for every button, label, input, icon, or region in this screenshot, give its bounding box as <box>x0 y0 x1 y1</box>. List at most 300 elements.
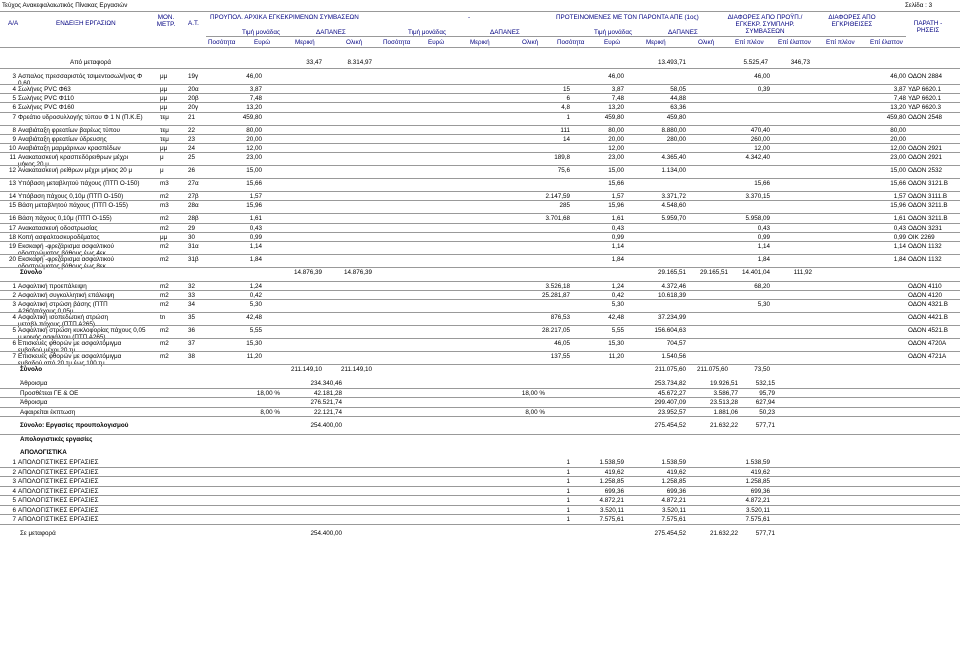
carry-g3-total: 5.525,47 <box>743 59 768 66</box>
row-g1-price: 12,00 <box>246 145 262 152</box>
row-rule <box>0 281 960 282</box>
row-g4-more: 0,43 <box>757 224 770 232</box>
row-number: 12 <box>8 167 16 175</box>
row-g5-more: 13,20 <box>890 104 906 112</box>
row-rule <box>0 312 960 313</box>
row-rule <box>0 68 960 69</box>
row-g5-more: 23,00 <box>890 154 906 162</box>
row-rule <box>0 388 960 389</box>
row-g3-qty: 1 <box>566 113 570 121</box>
row-unit: m2 <box>160 243 169 250</box>
row-g5-more: 0,43 <box>893 224 906 232</box>
row-price: 1.258,85 <box>599 478 624 486</box>
row-g3-price: 5,30 <box>611 301 624 309</box>
totals-pct: 18,00 % <box>256 389 280 397</box>
apol-title: Απολογιστικές εργασίες <box>20 436 93 444</box>
row-desc: Εκσκαφή -φρεζάρισμα ασφαλτικού οδοστρώματος βάθους έως 8εκ <box>18 256 114 270</box>
row-partial: 3.520,11 <box>661 506 686 514</box>
row-unit: μμ <box>160 73 168 80</box>
col-parat: ΠΑΡΑΤΗ - ΡΗΣΕΙΣ <box>913 20 943 34</box>
page-header-left: Τεύχος Ανακεφαλαιωτικός Πίνακας Εργασιών <box>2 2 128 9</box>
row-rule <box>0 232 960 233</box>
col-g1-partial: Μερική <box>295 39 315 46</box>
row-g3-partial: 459,80 <box>666 113 686 121</box>
row-at: 33 <box>188 292 196 300</box>
row-note: ΟΙΚ 2269 <box>908 233 935 241</box>
row-g3-price: 23,00 <box>608 154 624 162</box>
col-g1-qty: Ποσότητα <box>208 39 236 46</box>
row-g1-price: 80,00 <box>246 126 262 134</box>
row-at: 32 <box>188 283 196 290</box>
totals-g1: 234.340,46 <box>310 380 342 388</box>
row-g3-partial: 4.372,46 <box>661 283 686 290</box>
row-rule <box>0 267 960 268</box>
row-number: 7 <box>12 353 16 361</box>
row-number: 3 <box>12 73 16 80</box>
col-desc: ΕΝΔΕΙΞΗ ΕΡΓΑΣΙΩΝ <box>56 20 116 27</box>
row-g3-price: 15,00 <box>608 167 624 175</box>
row-desc: ΑΠΟΛΟΓΙΣΤΙΚΕΣ ΕΡΓΑΣΙΕΣ <box>18 478 99 486</box>
row-unit: m3 <box>160 180 169 188</box>
row-number: 5 <box>12 497 16 505</box>
row-number: 1 <box>12 283 16 290</box>
row-desc: ΑΠΟΛΟΓΙΣΤΙΚΕΣ ΕΡΓΑΣΙΕΣ <box>18 516 99 524</box>
row-number: 13 <box>8 180 16 188</box>
row-unit: m2 <box>160 327 169 335</box>
row-g1-price: 1,24 <box>249 283 262 290</box>
totals-pct: 8,00 % <box>260 408 280 416</box>
row-g3-price: 1,57 <box>611 193 624 201</box>
row-desc: Υπόβαση πάχους 0,10μ (ΠΤΠ Ο-150) <box>18 193 124 201</box>
row-number: 6 <box>12 104 16 112</box>
sum-b-g4-more: 73,50 <box>754 366 770 374</box>
row-rule <box>0 338 960 339</box>
col-g2-unit-price: Τιμή μονάδας <box>408 29 446 36</box>
row-number: 8 <box>12 126 16 134</box>
row-g5-more: 1,61 <box>893 215 906 223</box>
row-unit: μμ <box>160 86 168 93</box>
row-note: ΟΔΟΝ 2548 <box>908 113 943 121</box>
col-g3-expenses: ΔΑΠΑΝΕΣ <box>668 29 698 36</box>
row-number: 18 <box>8 233 16 241</box>
row-desc: Εκσκαφή -φρεζάρισμα ασφαλτικού οδοστρώματος βάθους έως 4εκ <box>18 243 114 257</box>
row-g5-more: 1,84 <box>893 256 906 263</box>
row-number: 6 <box>12 340 16 348</box>
row-g1-price: 1,14 <box>249 243 262 250</box>
row-note: ΟΔΟΝ 4120 <box>908 292 943 300</box>
row-g4-more: 5.958,09 <box>745 215 770 223</box>
row-price: 1.538,59 <box>599 459 624 467</box>
row-rule <box>0 467 960 468</box>
row-g4-more: 68,20 <box>754 283 770 290</box>
row-note: ΟΔΟΝ 3211.Β <box>908 202 948 210</box>
row-g4-more: 1.258,85 <box>745 478 770 486</box>
row-at: 27β <box>188 193 199 201</box>
row-g1-price: 459,80 <box>242 113 262 121</box>
row-g3-qty: 46,05 <box>554 340 570 348</box>
carry-out-label: Σε μεταφορά <box>20 529 56 537</box>
row-desc: Ασφαλτική προεπάλειψη <box>18 283 87 290</box>
totals-label: Αφαιρείται έκπτωση <box>20 408 76 416</box>
row-desc: Ανακατασκευή ρείθρων μέχρι μήκος 20 μ <box>18 167 133 175</box>
totals-label: Προσθέτεαι ΓΕ & ΟΕ <box>20 389 79 397</box>
row-g3-partial: 156.604,63 <box>654 327 686 335</box>
row-g3-partial: 4.365,40 <box>661 154 686 162</box>
row-unit: τεμ <box>160 135 169 143</box>
col-at: Α.Τ. <box>188 20 199 27</box>
row-at: 26 <box>188 167 196 175</box>
row-g5-more: 15,96 <box>890 202 906 210</box>
col-g2-euro: Ευρώ <box>428 39 445 46</box>
row-note: ΟΔΟΝ 4421.Β <box>908 314 948 322</box>
row-g4-more: 1,84 <box>757 256 770 263</box>
row-desc: ΑΠΟΛΟΓΙΣΤΙΚΕΣ ΕΡΓΑΣΙΕΣ <box>18 459 99 467</box>
row-g4-more: 260,00 <box>750 135 770 143</box>
sum-a-g3-total: 29.165,51 <box>699 269 728 276</box>
row-g4-more: 1,14 <box>757 243 770 250</box>
col-g3-qty: Ποσότητα <box>557 39 585 46</box>
sum-b-label: Σύνολο <box>20 366 43 374</box>
row-g1-price: 3,87 <box>249 86 262 93</box>
totals-g3: 253.734,82 <box>654 380 686 388</box>
row-number: 4 <box>12 86 16 93</box>
row-g1-price: 0,42 <box>249 292 262 300</box>
col-g1-total: Ολική <box>346 39 363 46</box>
row-desc: ΑΠΟΛΟΓΙΣΤΙΚΕΣ ΕΡΓΑΣΙΕΣ <box>18 487 99 495</box>
sum-a-label: Σύνολο <box>20 269 43 276</box>
row-g3-qty: 15 <box>562 86 570 93</box>
row-g5-more: 12,00 <box>890 145 906 152</box>
sum-b-g1-partial: 211.149,10 <box>290 366 322 374</box>
row-g3-qty: 285 <box>559 202 570 210</box>
row-note: ΟΔΟΝ 1132 <box>908 256 942 263</box>
row-note: ΥΔΡ 6620.1 <box>908 95 942 103</box>
row-g3-price: 13,20 <box>608 104 624 112</box>
row-g4-more: 0,99 <box>757 233 770 241</box>
row-rule <box>0 241 960 242</box>
row-g3-price: 459,80 <box>604 113 624 121</box>
row-unit: μμ <box>160 145 168 152</box>
row-number: 15 <box>8 202 16 210</box>
totals-g3: 299.407,09 <box>654 399 686 407</box>
row-number: 9 <box>12 135 16 143</box>
row-desc: Ασπαλος πρεσσαριστός τσιμεντοσωλήνας Φ 0,60 <box>18 73 143 87</box>
sum-a-g4-less: 111,92 <box>793 269 812 276</box>
row-desc: Βάση μεταβλητού πάχους (ΠΤΠ Ο-155) <box>18 202 128 210</box>
row-g1-price: 23,00 <box>246 154 262 162</box>
row-partial: 7.575,61 <box>661 516 686 524</box>
carry-out-g4b: 577,71 <box>755 529 775 537</box>
row-unit: m2 <box>160 215 169 223</box>
row-unit: μ <box>160 154 164 162</box>
row-g4-more: 12,00 <box>754 145 770 152</box>
row-price: 419,62 <box>604 468 624 476</box>
row-note: ΟΔΟΝ 2884 <box>908 73 943 80</box>
row-rule <box>0 213 960 214</box>
row-at: 36 <box>188 327 196 335</box>
row-g3-partial: 63,36 <box>670 104 686 112</box>
row-desc: Σωλήνες PVC Φ110 <box>18 95 74 103</box>
row-g3-qty: 2.147,59 <box>545 193 570 201</box>
row-at: 21 <box>188 113 196 121</box>
row-note: ΟΔΟΝ 4110 <box>908 283 942 290</box>
row-g4-more: 3.370,15 <box>745 193 770 201</box>
row-note: ΟΔΟΝ 2532 <box>908 167 943 175</box>
row-unit: m2 <box>160 224 169 232</box>
row-rule <box>0 290 960 291</box>
carry-out-g4a: 21.632,22 <box>709 529 738 537</box>
row-number: 4 <box>12 487 16 495</box>
col-g2-partial: Μερική <box>470 39 490 46</box>
row-rule <box>0 191 960 192</box>
row-g4-more: 1.538,59 <box>745 459 770 467</box>
row-rule <box>0 165 960 166</box>
sum-a-g3-partial: 29.165,51 <box>657 269 686 276</box>
row-g5-more: 15,00 <box>890 167 906 175</box>
row-at: 31β <box>188 256 199 263</box>
row-number: 3 <box>12 301 16 309</box>
row-g3-qty: 189,8 <box>554 154 570 162</box>
row-rule <box>0 134 960 135</box>
row-desc: ΑΠΟΛΟΓΙΣΤΙΚΕΣ ΕΡΓΑΣΙΕΣ <box>18 468 99 476</box>
row-rule <box>0 299 960 300</box>
row-qty: 1 <box>566 497 570 505</box>
col-g3-total: Ολική <box>698 39 715 46</box>
row-desc: Ανακατασκευή κρασπεδόρειθρων μέχρι μήκος 20 μ <box>18 154 128 169</box>
sum-a-g4-more: 14.401,04 <box>741 269 770 276</box>
row-partial: 699,36 <box>666 487 686 495</box>
row-qty: 1 <box>566 506 570 514</box>
col-g2-total: Ολική <box>522 39 539 46</box>
row-unit: m2 <box>160 292 169 300</box>
row-note: ΥΔΡ 6620.1 <box>908 86 942 93</box>
total-budget-g1: 254.400,00 <box>310 422 342 430</box>
row-rule <box>0 476 960 477</box>
row-note: ΟΔΟΝ 4321.Β <box>908 301 948 309</box>
row-number: 14 <box>8 193 16 201</box>
row-price: 699,36 <box>604 487 624 495</box>
total-budget-g3: 275.454,52 <box>654 422 686 430</box>
row-rule <box>0 364 960 365</box>
row-g4-more: 15,66 <box>754 180 770 188</box>
totals-pct3: 18,00 % <box>521 389 545 397</box>
row-g3-partial: 704,57 <box>666 340 686 348</box>
row-g3-partial: 8.880,00 <box>661 126 686 134</box>
totals-g4a: 23.513,28 <box>709 399 738 407</box>
row-at: 19γ <box>188 73 199 80</box>
total-budget-g4b: 577,71 <box>755 422 775 430</box>
col-g1-expenses: ΔΑΠΑΝΕΣ <box>316 29 346 36</box>
row-desc: Υπόβαση μεταβλητού πάχους (ΠΤΠ Ο-150) <box>18 180 140 188</box>
row-desc: Βάση πάχους 0,10μ (ΠΤΠ Ο-155) <box>18 215 112 223</box>
row-number: 7 <box>12 113 16 121</box>
row-g1-price: 7,48 <box>249 95 262 103</box>
row-unit: m2 <box>160 193 169 201</box>
row-unit: τεμ <box>160 113 169 121</box>
row-desc: Κοπή ασφαλτοσκυροδέματος <box>18 233 100 241</box>
row-at: 30 <box>188 233 196 241</box>
row-g5-more: 3,87 <box>893 86 906 93</box>
row-g3-price: 12,00 <box>608 145 624 152</box>
row-g3-price: 11,20 <box>608 353 624 361</box>
row-g3-price: 1,24 <box>611 283 624 290</box>
col-g4-more: Επί πλέον <box>735 39 764 46</box>
row-g3-qty: 28.217,05 <box>541 327 570 335</box>
row-g5-more: 7,48 <box>893 95 906 103</box>
row-price: 7.575,61 <box>599 516 624 524</box>
row-desc: Αναβιάταξη μαρμάρινων κρασπέδων <box>18 145 121 152</box>
row-at: 20γ <box>188 104 199 112</box>
carry-g3-partial: 13.493,71 <box>657 59 686 66</box>
row-note: ΟΔΟΝ 4720Α <box>908 340 947 348</box>
row-rule <box>0 125 960 126</box>
row-at: 28α <box>188 202 199 210</box>
row-g4-more: 7.575,61 <box>745 516 770 524</box>
row-note: ΟΔΟΝ 4721Α <box>908 353 947 361</box>
col-group5: ΔΙΑΦΟΡΕΣ ΑΠΟ ΕΓΚΡΙΘΕΙΣΕΣ <box>828 14 876 28</box>
row-desc: Επισκευές φθορών με ασφαλτόμιγμα εμβαδού μέχρι 20 τμ <box>18 340 122 355</box>
row-note: ΟΔΟΝ 3231 <box>908 224 943 232</box>
totals-g1: 42.181,28 <box>313 389 342 397</box>
row-desc: Ασφαλτική ισοπεδωτική στρώση μεταβλ.πάχους (ΠΤΠ Α265) <box>18 314 108 329</box>
totals-g4a: 3.586,77 <box>713 389 738 397</box>
row-g4-more: 4.872,21 <box>745 497 770 505</box>
col-g5-less: Επί έλαττον <box>870 39 903 46</box>
row-g1-price: 15,96 <box>246 202 262 210</box>
row-partial: 1.258,85 <box>661 478 686 486</box>
totals-g4a: 1.881,06 <box>713 408 738 416</box>
row-partial: 419,62 <box>666 468 686 476</box>
row-g3-partial: 37.234,99 <box>657 314 686 322</box>
row-g3-price: 15,66 <box>608 180 624 188</box>
row-g1-price: 15,30 <box>246 340 262 348</box>
row-unit: m2 <box>160 256 169 263</box>
row-qty: 1 <box>566 487 570 495</box>
sum-b-g3-partial: 211.075,60 <box>654 366 686 374</box>
col-group3: ΠΡΟΤΕΙΝΟΜΕΝΕΣ ΜΕ ΤΟΝ ΠΑΡΟΝΤΑ ΑΠΕ (1ος) <box>556 14 699 21</box>
row-number: 4 <box>12 314 16 322</box>
totals-g4b: 95,79 <box>759 389 775 397</box>
col-g3-partial: Μερική <box>646 39 666 46</box>
row-desc: Ασφαλτική στρώση βάσης (ΠΤΠ Α260)πάχους 0,05μ <box>18 301 108 316</box>
row-unit: tn <box>160 314 166 322</box>
row-g1-price: 20,00 <box>246 135 262 143</box>
row-g1-price: 46,00 <box>246 73 262 80</box>
row-at: 23 <box>188 135 196 143</box>
row-number: 2 <box>12 292 16 300</box>
row-rule <box>0 495 960 496</box>
row-g1-price: 0,43 <box>249 224 262 232</box>
row-at: 38 <box>188 353 196 361</box>
row-g3-partial: 4.548,60 <box>661 202 686 210</box>
row-number: 17 <box>8 224 16 232</box>
row-g3-qty: 25.281,87 <box>541 292 570 300</box>
row-g3-price: 1,84 <box>611 256 624 263</box>
row-number: 11 <box>9 154 16 162</box>
row-g3-qty: 111 <box>560 126 570 134</box>
row-g3-price: 15,30 <box>608 340 624 348</box>
row-g3-qty: 3.701,68 <box>545 215 570 223</box>
col-unit: ΜΟΝ. ΜΕΤΡ. <box>156 14 176 28</box>
row-at: 34 <box>188 301 196 309</box>
row-g4-more: 699,36 <box>750 487 770 495</box>
col-group4: ΔΙΑΦΟΡΕΣ ΑΠΟ ΠΡΟΫΠ./ΕΓΚΕΚΡ. ΣΥΜΠΛΗΡ. ΣΥΜΒΑΣΕΩΝ <box>727 14 803 35</box>
row-g4-more: 3.520,11 <box>745 506 770 514</box>
col-g4-less: Επί έλαττον <box>778 39 811 46</box>
row-qty: 1 <box>566 516 570 524</box>
row-rule <box>0 416 960 417</box>
row-g5-more: 46,00 <box>890 73 906 80</box>
row-desc: Ανακατασκευή οδοστρωσίας <box>18 224 98 232</box>
carry-out-g3: 275.454,52 <box>654 529 686 537</box>
row-at: 28β <box>188 215 199 223</box>
row-partial: 1.538,59 <box>661 459 686 467</box>
row-at: 37 <box>188 340 196 348</box>
row-at: 20α <box>188 86 199 93</box>
totals-g4b: 532,15 <box>755 380 775 388</box>
row-g1-price: 0,99 <box>249 233 262 241</box>
row-g5-more: 20,00 <box>890 135 906 143</box>
row-rule <box>0 143 960 144</box>
col-g2-qty: Ποσότητα <box>383 39 411 46</box>
header-rule-top <box>0 11 960 12</box>
row-g5-more: 459,80 <box>886 113 906 121</box>
row-rule <box>0 223 960 224</box>
totals-g1: 22.121,74 <box>313 408 342 416</box>
row-note: ΟΔΟΝ 2921 <box>908 154 943 162</box>
row-g4-more: 46,00 <box>754 73 770 80</box>
totals-label: Άθροισμα <box>20 399 48 407</box>
header-rule-bottom <box>0 47 960 48</box>
row-g3-price: 0,99 <box>611 233 624 241</box>
row-desc: ΑΠΟΛΟΓΙΣΤΙΚΕΣ ΕΡΓΑΣΙΕΣ <box>18 506 99 514</box>
row-rule <box>0 200 960 201</box>
sum-a-g1-partial: 14.876,39 <box>293 269 322 276</box>
row-g4-more: 0,39 <box>757 86 770 93</box>
row-at: 29 <box>188 224 196 232</box>
row-g4-more: 470,40 <box>750 126 770 134</box>
row-at: 31α <box>188 243 199 250</box>
row-qty: 1 <box>566 468 570 476</box>
row-rule <box>0 486 960 487</box>
row-qty: 1 <box>566 478 570 486</box>
row-g3-price: 46,00 <box>608 73 624 80</box>
row-unit: m2 <box>160 353 169 361</box>
row-number: 3 <box>12 478 16 486</box>
row-g1-price: 42,48 <box>246 314 262 322</box>
row-rule <box>0 112 960 113</box>
row-at: 25 <box>188 154 196 162</box>
row-g4-more: 5,30 <box>757 301 770 309</box>
col-g5-more: Επί πλέον <box>826 39 855 46</box>
col-group2: - <box>468 14 471 21</box>
row-note: ΟΔΟΝ 3121.Β <box>908 180 948 188</box>
carry-g4-total: 346,73 <box>790 59 810 66</box>
row-g3-qty: 14 <box>562 135 570 143</box>
row-g3-qty: 3.526,18 <box>545 283 570 290</box>
row-g3-partial: 280,00 <box>666 135 686 143</box>
row-rule <box>0 254 960 255</box>
row-g3-price: 5,55 <box>611 327 624 335</box>
col-g1-euro: Ευρώ <box>254 39 271 46</box>
carry-g1-total: 8.314,97 <box>347 59 372 66</box>
row-rule <box>0 351 960 352</box>
apol-head: ΑΠΟΛΟΓΙΣΤΙΚΑ <box>20 449 67 457</box>
col-g3-unit-price: Τιμή μονάδας <box>594 29 632 36</box>
totals-pct3: 8,00 % <box>525 408 545 416</box>
totals-g3: 45.672,27 <box>657 389 686 397</box>
row-g1-price: 11,20 <box>246 353 262 361</box>
